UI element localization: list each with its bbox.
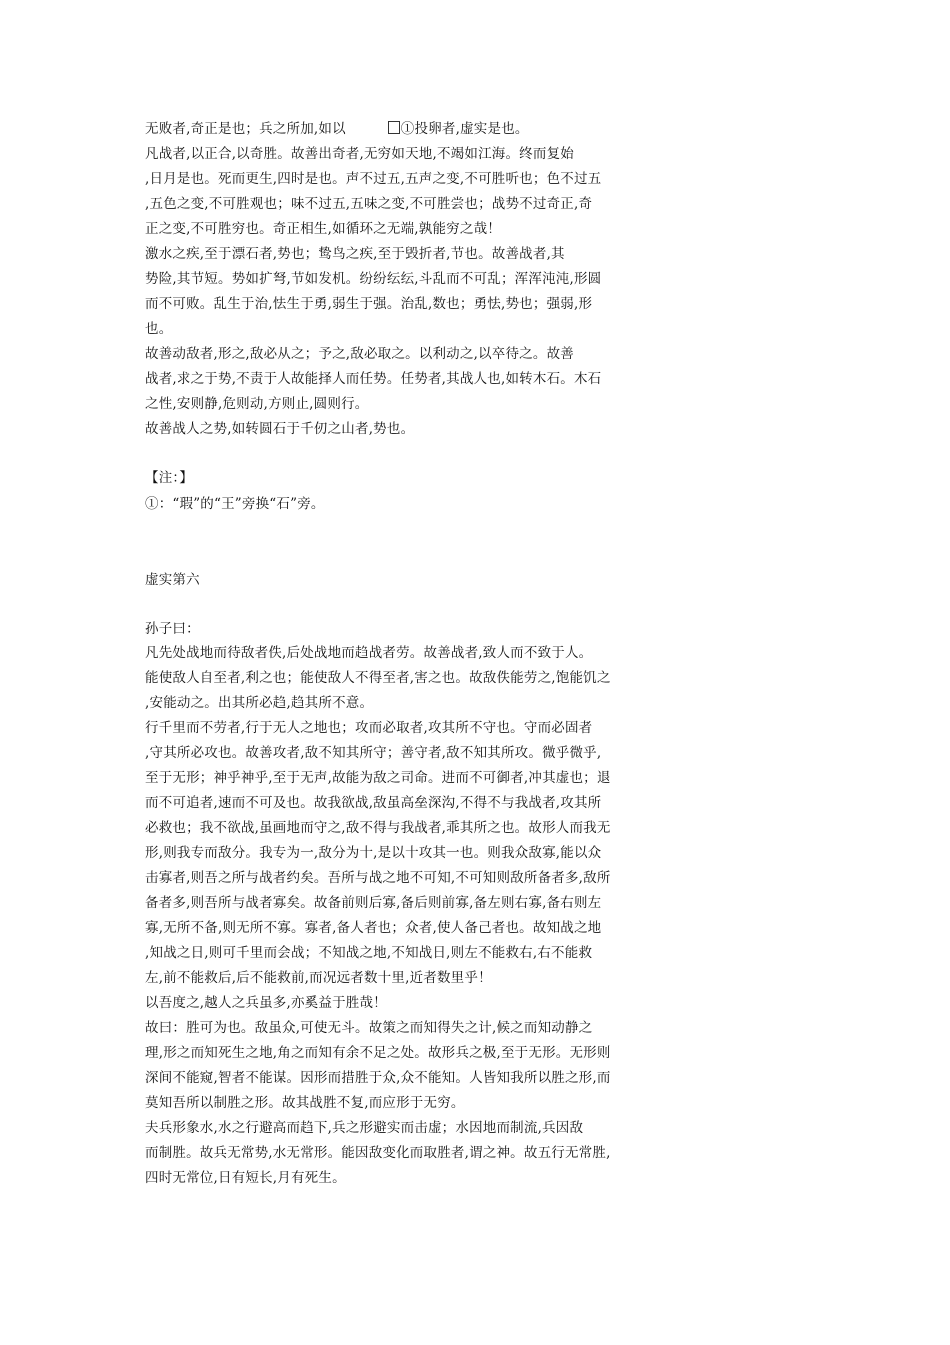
- text-line: ,安能动之。出其所必趋,趋其所不意。: [145, 695, 374, 711]
- text-line: 激水之疾,至于漂石者,势也；鸷鸟之疾,至于毁折者,节也。故善战者,其: [145, 246, 565, 262]
- text-line: 左,前不能救后,后不能救前,而况远者数十里,近者数里乎！: [145, 970, 492, 986]
- text-segment: ①投卵者,虚实是也。: [400, 121, 529, 137]
- notes-heading: 【注：】: [145, 470, 194, 486]
- note-item: ①：“瑕”的“王”旁换“石”旁。: [145, 496, 325, 512]
- text-line: 以吾度之,越人之兵虽多,亦奚益于胜哉！: [145, 995, 387, 1011]
- text-line: 凡先处战地而待敌者佚,后处战地而趋战者劳。故善战者,致人而不致于人。: [145, 645, 593, 661]
- text-line: 故曰：胜可为也。敌虽众,可使无斗。故策之而知得失之计,候之而知动静之: [145, 1020, 593, 1036]
- text-line: 深间不能窥,智者不能谋。因形而措胜于众,众不能知。人皆知我所以胜之形,而: [145, 1070, 611, 1086]
- text-line: 故善战人之势,如转圆石于千仞之山者,势也。: [145, 421, 415, 437]
- text-line: 形,则我专而敌分。我专为一,敌分为十,是以十攻其一也。则我众敌寡,能以众: [145, 845, 602, 861]
- section-intro: 孙子曰：: [145, 621, 200, 637]
- text-line: 故善动敌者,形之,敌必从之；予之,敌必取之。以利动之,以卒待之。故善: [145, 346, 574, 362]
- text-line-first: [145, 119, 529, 139]
- text-line: 之性,安则静,危则动,方则止,圆则行。: [145, 396, 369, 412]
- text-line: 四时无常位,日有短长,月有死生。: [145, 1170, 346, 1186]
- missing-character-box: [388, 121, 400, 134]
- text-line: 理,形之而知死生之地,角之而知有余不足之处。故形兵之极,至于无形。无形则: [145, 1045, 611, 1061]
- text-line: 夫兵形象水,水之行避高而趋下,兵之形避实而击虚；水因地而制流,兵因敌: [145, 1120, 584, 1136]
- text-line: ,知战之日,则可千里而会战；不知战之地,不知战日,则左不能救右,右不能救: [145, 945, 593, 961]
- text-line: 击寡者,则吾之所与战者约矣。吾所与战之地不可知,不可知则敌所备者多,敌所: [145, 870, 611, 886]
- text-line: 而不可败。乱生于治,怯生于勇,弱生于强。治乱,数也；勇怯,势也；强弱,形: [145, 296, 593, 312]
- text-segment: 无败者,奇正是也；兵之所加,如以: [145, 121, 346, 137]
- text-line: ,五色之变,不可胜观也；味不过五,五味之变,不可胜尝也；战势不过奇正,奇: [145, 196, 593, 212]
- text-line: 而不可追者,速而不可及也。故我欲战,敌虽高垒深沟,不得不与我战者,攻其所: [145, 795, 602, 811]
- section-title: 虚实第六: [145, 572, 200, 588]
- text-line: ,守其所必攻也。故善攻者,敌不知其所守；善守者,敌不知其所攻。微乎微乎,: [145, 745, 602, 761]
- text-line: 而制胜。故兵无常势,水无常形。能因敌变化而取胜者,谓之神。故五行无常胜,: [145, 1145, 611, 1161]
- text-line: 也。: [145, 321, 173, 337]
- text-line: 寡,无所不备,则无所不寡。寡者,备人者也；众者,使人备己者也。故知战之地: [145, 920, 602, 936]
- text-line: 莫知吾所以制胜之形。故其战胜不复,而应形于无穷。: [145, 1095, 465, 1111]
- text-line: 势险,其节短。势如扩弩,节如发机。纷纷纭纭,斗乱而不可乱；浑浑沌沌,形圆: [145, 271, 602, 287]
- text-line: 战者,求之于势,不责于人故能择人而任势。任势者,其战人也,如转木石。木石: [145, 371, 602, 387]
- text-line: 备者多,则吾所与战者寡矣。故备前则后寡,备后则前寡,备左则右寡,备右则左: [145, 895, 602, 911]
- text-line: ,日月是也。死而更生,四时是也。声不过五,五声之变,不可胜听也；色不过五: [145, 171, 602, 187]
- text-line: 能使敌人自至者,利之也；能使敌人不得至者,害之也。故敌佚能劳之,饱能饥之: [145, 670, 611, 686]
- text-line: 凡战者,以正合,以奇胜。故善出奇者,无穷如天地,不竭如江海。终而复始: [145, 146, 574, 162]
- text-line: 行千里而不劳者,行于无人之地也；攻而必取者,攻其所不守也。守而必固者: [145, 720, 593, 736]
- text-line: 正之变,不可胜穷也。奇正相生,如循环之无端,孰能穷之哉！: [145, 221, 501, 237]
- text-line: 至于无形；神乎神乎,至于无声,故能为敌之司命。进而不可御者,冲其虚也；退: [145, 770, 611, 786]
- text-line: 必救也；我不欲战,虽画地而守之,敌不得与我战者,乖其所之也。故形人而我无: [145, 820, 611, 836]
